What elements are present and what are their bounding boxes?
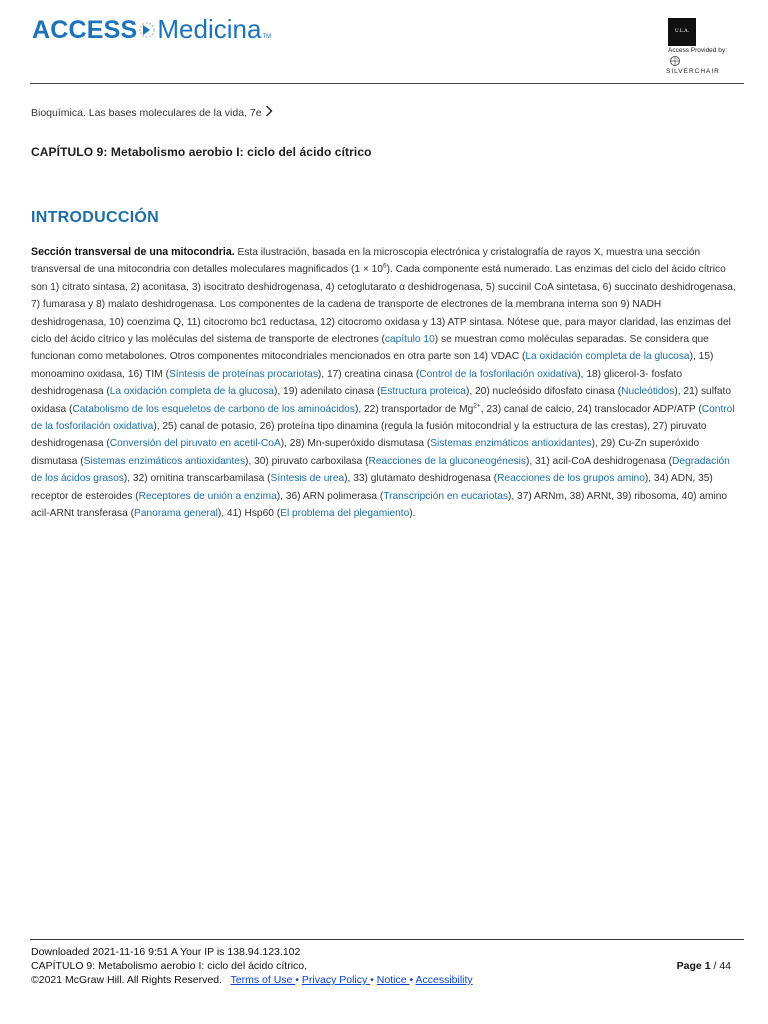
link-problema-plegamiento[interactable]: El problema del plegamiento bbox=[280, 508, 410, 520]
superscript: 2+ bbox=[473, 402, 481, 410]
accessmedicina-logo[interactable] bbox=[32, 14, 271, 45]
link-control-fosforilacion[interactable]: Control de la fosforilación oxidativa bbox=[419, 368, 578, 380]
page-indicator bbox=[677, 960, 731, 972]
logo-trademark: TM bbox=[262, 34, 272, 40]
page-current: 1 bbox=[704, 960, 711, 972]
provider-label: Access Provided by: bbox=[668, 47, 727, 54]
text-run: ), 30) piruvato carboxilasa ( bbox=[245, 455, 369, 467]
link-degradacion-acidos-grasos[interactable]: Degradación de los ácidos grasos bbox=[31, 455, 730, 485]
footer-divider bbox=[30, 939, 744, 940]
text-run: ), 41) Hsp60 ( bbox=[217, 508, 281, 520]
chevron-right-icon bbox=[265, 105, 273, 120]
bullet-separator: • bbox=[370, 974, 374, 986]
page-label: Page bbox=[676, 960, 702, 972]
notice-link[interactable]: Notice bbox=[376, 974, 410, 986]
link-sintesis-proteinas[interactable]: Síntesis de proteínas procariotas bbox=[168, 368, 318, 380]
link-control-fosforilacion[interactable]: Control de la fosforilación oxidativa bbox=[31, 403, 735, 433]
header-divider bbox=[30, 83, 744, 84]
text-run: ), 29) Cu-Zn superóxido dismutasa ( bbox=[31, 438, 700, 467]
link-grupos-amino[interactable]: Reacciones de los grupos amino bbox=[497, 473, 645, 485]
text-run: ), 34) ADN, 35) receptor de esteroides ( bbox=[31, 473, 713, 502]
copyright: ©2021 McGraw Hill. All Rights Reserved. bbox=[31, 974, 222, 986]
superscript: 6 bbox=[382, 263, 387, 271]
page-footer bbox=[31, 945, 473, 987]
link-capitulo-10[interactable]: capítulo 10 bbox=[384, 334, 435, 346]
link-catabolismo-aminoacidos[interactable]: Catabolismo de los esqueletos de carbono de los aminoácidos bbox=[72, 403, 355, 415]
institution-logo: U.L.A. bbox=[668, 18, 696, 46]
footer-chapter: CAPÍTULO 9: Metabolismo aerobio I: ciclo del ácido cítrico, bbox=[31, 960, 308, 972]
terms-of-use-link[interactable]: Terms of Use bbox=[230, 974, 296, 986]
text-run: ), 32) ornitina transcarbamilasa ( bbox=[123, 473, 271, 485]
accessibility-link[interactable]: Accessibility bbox=[415, 974, 473, 986]
text-run: ), 19) adenilato cinasa ( bbox=[273, 386, 381, 398]
logo-access-text: ACCESS bbox=[32, 16, 138, 44]
paragraph-lead: Sección transversal de una mitocondria. bbox=[31, 246, 235, 258]
link-oxidacion-glucosa[interactable]: La oxidación completa de la glucosa bbox=[525, 351, 690, 363]
text-run: ), 18) glicerol-3- fosfato deshidrogenasa ( bbox=[31, 368, 683, 398]
text-run: ), 25) canal de potasio, 26) proteína tipo dinamina (regula la fusión mitocondrial y la estructura de las crestas), 27) piruvato deshidrogenasa ( bbox=[31, 421, 707, 450]
silverchair-icon bbox=[668, 56, 682, 68]
text-run: ), 28) Mn-superóxido dismutasa ( bbox=[280, 438, 431, 450]
breadcrumb-book-link[interactable]: Bioquímica. Las bases moleculares de la vida, 7e bbox=[31, 106, 262, 119]
section-heading: INTRODUCCIÓN bbox=[31, 209, 160, 226]
link-sintesis-urea[interactable]: Síntesis de urea bbox=[270, 473, 345, 485]
text-run: Esta ilustración, basada en la microscopia electrónica y cristalografía de rayos X, muestra una sección transversal de una mitocondria con detalles moleculares magnificados (1 × 10 bbox=[31, 247, 701, 276]
link-nucleotidos[interactable]: Nucleótidos bbox=[621, 386, 675, 398]
link-receptores-enzima[interactable]: Receptores de unión a enzima bbox=[138, 490, 277, 502]
text-run: ), 22) transportador de Mg bbox=[354, 403, 474, 415]
download-info: Downloaded 2021-11-16 9:51 A Your IP is 138.94.123.102 bbox=[31, 946, 301, 958]
logo-medicina-text: Medicina bbox=[157, 14, 262, 44]
privacy-policy-link[interactable]: Privacy Policy bbox=[301, 974, 371, 986]
provider-name: SILVERCHAIR bbox=[666, 68, 720, 75]
text-run: ), 15) monoamino oxidasa, 16) TIM ( bbox=[31, 351, 714, 380]
link-sistemas-antioxidantes[interactable]: Sistemas enzimáticos antioxidantes bbox=[430, 438, 592, 450]
text-run: ). Cada componente está numerado. Las enzimas del ciclo del ácido cítrico son 1) citrato sintasa, 2) aconitasa, 3) isocitrato deshidrogenasa, 4) cetoglutarato α deshidrogenasa, 5) succinil CoA sintetasa, 6) succinato deshidrogenasa, 7) fumarasa y 8) malato deshidrogenasa. Los componentes de la cadena de transporte de electrones de la membrana interna son 9) NADH deshidrogenasa, 10) coenzima Q, 11) citocromo bc1 reductasa, 12) citocromo oxidasa y 13) ATP sintasa. Nótese que, para mayor claridad, las enzimas del ciclo del ácido cítrico y las moléculas del sistema de transporte de electrones ( bbox=[31, 264, 736, 346]
bullet-separator: • bbox=[409, 974, 414, 986]
text-run: ), 37) ARNm, 38) ARNt, 39) ribosoma, 40) amino acil-ARNt transferasa ( bbox=[31, 490, 728, 520]
text-run: ), 17) creatina cinasa ( bbox=[317, 368, 420, 380]
text-run: ), 20) nucleósido difosfato cinasa ( bbox=[465, 386, 622, 398]
text-run: ). bbox=[409, 508, 416, 520]
link-sistemas-antioxidantes[interactable]: Sistemas enzimáticos antioxidantes bbox=[83, 455, 246, 467]
link-oxidacion-glucosa[interactable]: La oxidación completa de la glucosa bbox=[109, 386, 274, 398]
text-run: , 23) canal de calcio, 24) translocador ADP/ATP ( bbox=[480, 403, 702, 415]
intro-paragraph bbox=[31, 244, 737, 523]
text-run: ), 36) ARN polimerasa ( bbox=[276, 490, 384, 502]
page-separator: / bbox=[713, 960, 717, 972]
text-run: ), 21) sulfato oxidasa ( bbox=[31, 386, 731, 415]
link-gluconeogenesis[interactable]: Reacciones de la gluconeogénesis bbox=[368, 455, 526, 467]
link-transcripcion-eucariotas[interactable]: Transcripción en eucariotas bbox=[383, 490, 508, 502]
footer-legal bbox=[31, 973, 473, 987]
gear-arrow-icon bbox=[139, 20, 155, 45]
bullet-separator: • bbox=[295, 974, 299, 986]
page-total: 44 bbox=[719, 960, 731, 972]
link-piruvato-acetil-coa[interactable]: Conversión del piruvato en acetil-CoA bbox=[109, 438, 281, 450]
link-estructura-proteica[interactable]: Estructura proteica bbox=[380, 386, 466, 398]
text-run: ) se muestran como moléculas separadas. Se considera que funcionan como metabolones. Otros componentes mitocondriales mencionados en otra parte son 14) VDAC ( bbox=[31, 334, 709, 363]
text-run: ), 31) acil-CoA deshidrogenasa ( bbox=[525, 455, 673, 467]
text-run: ), 33) glutamato deshidrogenasa ( bbox=[344, 473, 498, 485]
breadcrumb[interactable] bbox=[31, 105, 273, 120]
link-panorama-general[interactable]: Panorama general bbox=[134, 508, 218, 520]
chapter-title: CAPÍTULO 9: Metabolismo aerobio I: ciclo del ácido cítrico bbox=[31, 145, 372, 159]
